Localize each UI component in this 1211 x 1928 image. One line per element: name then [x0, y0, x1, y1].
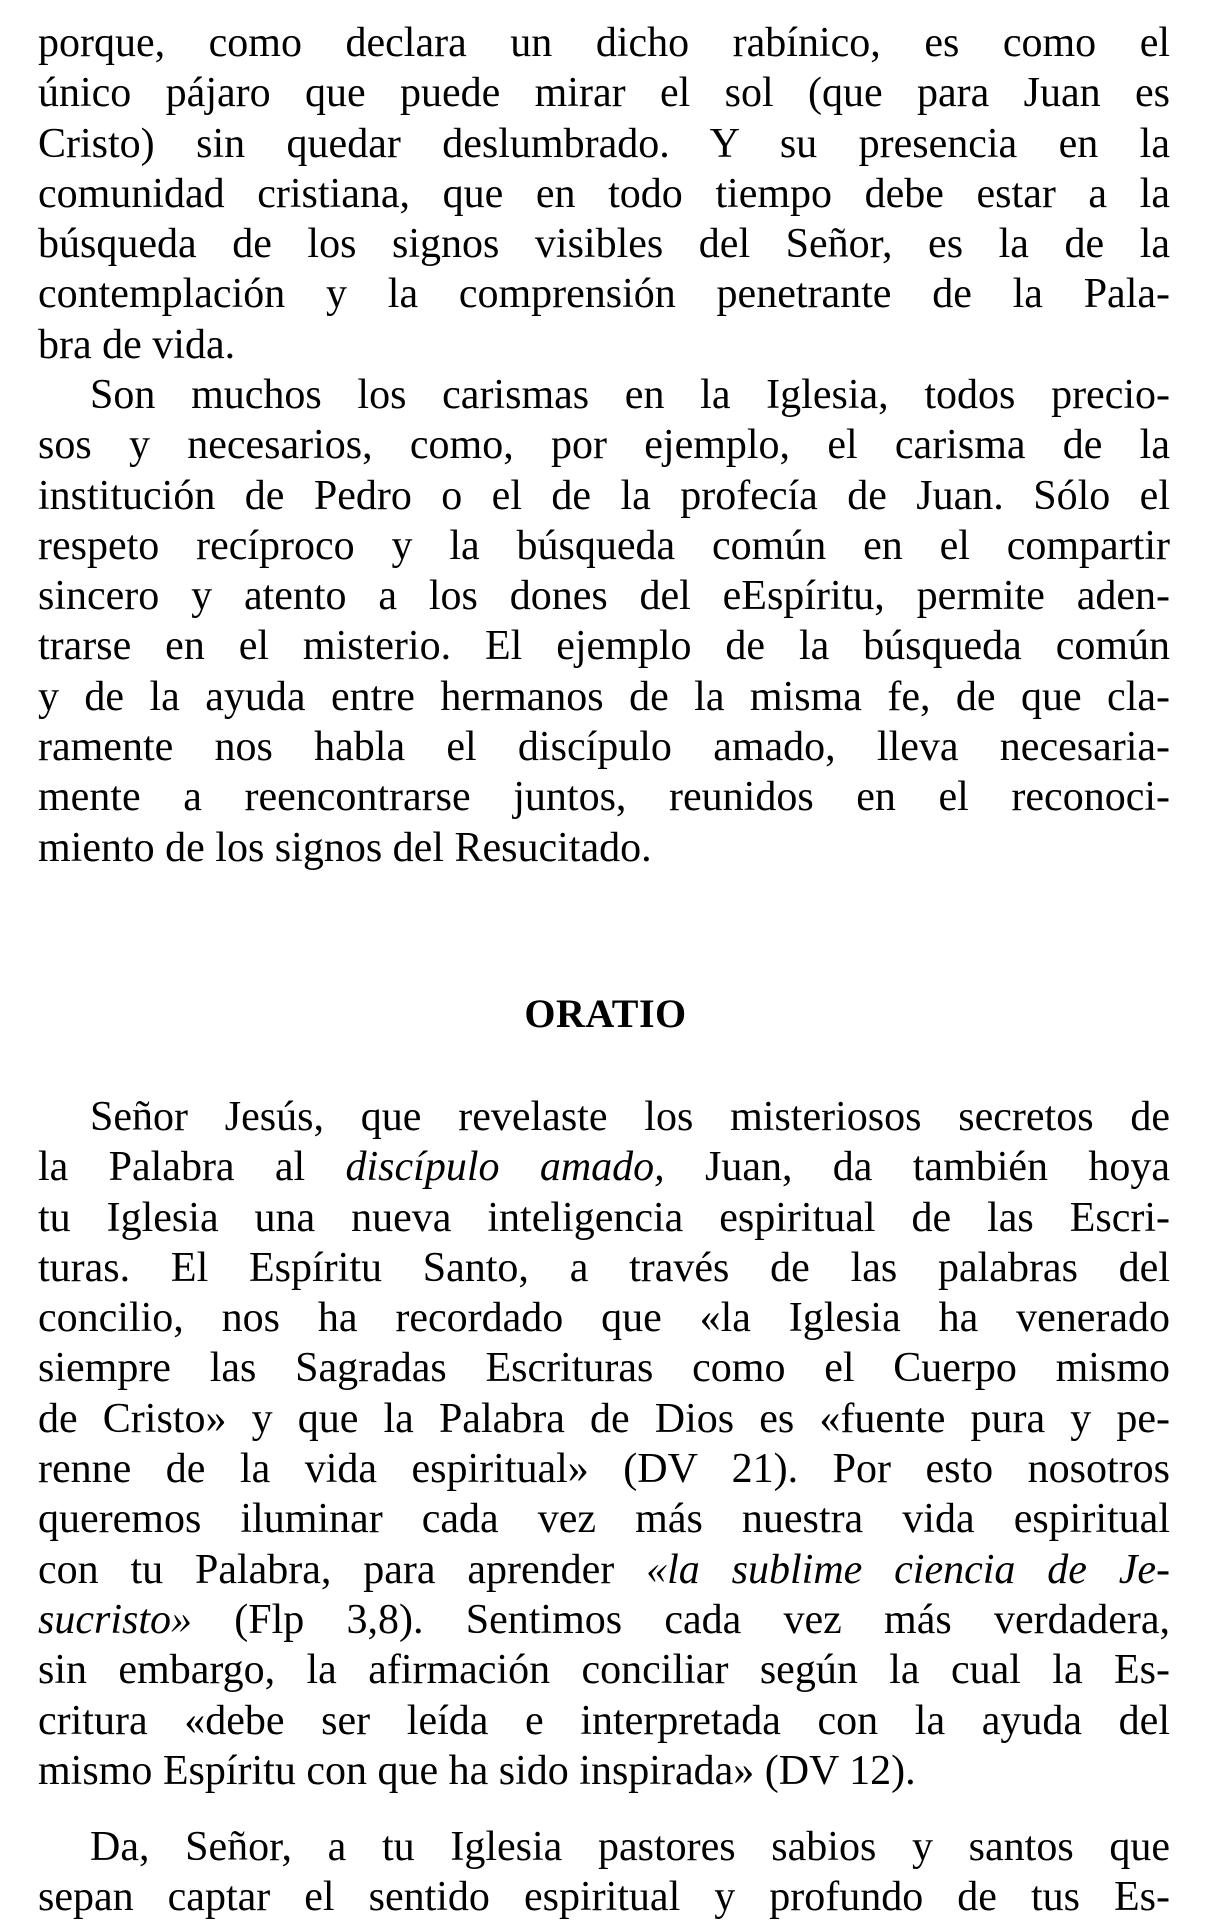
text-line: sos y necesarios, como, por ejemplo, el carisma de la [38, 422, 1170, 469]
text-run: (Flp 3,8). Sentimos cada vez más verdadera, [192, 1596, 1170, 1643]
text-line: Son muchos los carismas en la Iglesia, todos precio- [90, 372, 1170, 418]
text-line: siempre las Sagradas Escrituras como el Cuerpo mismo [38, 1345, 1170, 1392]
text-line: único pájaro que puede mirar el sol (que para Juan es [38, 70, 1170, 117]
text-line: bra de vida. [38, 321, 236, 368]
text-line: institución de Pedro o el de la profecía de Juan. Sólo el [38, 472, 1170, 519]
italic-text: sucristo» [38, 1596, 193, 1643]
text-line: ramente nos habla el discípulo amado, lleva necesaria- [38, 724, 1170, 771]
text-line: búsqueda de los signos visibles del Señor, es la de la [38, 221, 1170, 268]
text-line: respeto recíproco y la búsqueda común en el compartir [38, 522, 1170, 569]
text-line: Da, Señor, a tu Iglesia pastores sabios y santos que [90, 1824, 1170, 1870]
text-line: Señor Jesús, que revelaste los misteriosos secretos de [90, 1094, 1170, 1140]
text-line: sin embargo, la afirmación conciliar según la cual la Es- [38, 1647, 1170, 1694]
text-line: comunidad cristiana, que en todo tiempo debe estar a la [38, 170, 1170, 217]
text-line: y de la ayuda entre hermanos de la misma fe, de que cla- [38, 673, 1170, 720]
text-line: porque, como declara un dicho rabínico, es como el [38, 20, 1170, 66]
text-line [38, 1545, 1170, 1595]
text-line: turas. El Espíritu Santo, a través de las palabras del [38, 1244, 1170, 1291]
text-line: de Cristo» y que la Palabra de Dios es «fuente pura y pe- [38, 1395, 1170, 1442]
text-line: critura «debe ser leída e interpretada con la ayuda del [38, 1697, 1170, 1744]
section-heading: ORATIO [524, 991, 687, 1036]
paragraph-2 [38, 370, 1170, 873]
text-line: renne de la vida espiritual» (DV 21). Por esto nosotros [38, 1446, 1170, 1493]
paragraph-1 [38, 18, 1170, 370]
text-line: sincero y atento a los dones del eEspíritu, permite aden- [38, 573, 1170, 620]
text-run: Juan, da también hoya [664, 1144, 1171, 1191]
text-line: miento de los signos del Resucitado. [38, 824, 652, 871]
text-run: con tu Palabra, para aprender [38, 1546, 647, 1593]
italic-text: discípulo amado, [345, 1144, 665, 1191]
text-line: queremos iluminar cada vez más nuestra vida espiritual [38, 1496, 1170, 1543]
paragraph-3 [38, 1092, 1170, 1796]
text-line: trarse en el misterio. El ejemplo de la búsqueda común [38, 623, 1170, 670]
text-line: concilio, nos ha recordado que «la Iglesia ha venerado [38, 1295, 1170, 1342]
text-line: mismo Espíritu con que ha sido inspirada» (DV 12). [38, 1747, 916, 1794]
text-line [38, 1142, 1170, 1192]
text-line: sepan captar el sentido espiritual y profundo de tus Es- [38, 1874, 1170, 1921]
italic-text: «la sublime ciencia de Je- [646, 1546, 1171, 1593]
text-run: la Palabra al [38, 1144, 346, 1191]
text-line: mente a reencontrarse juntos, reunidos en el reconoci- [38, 774, 1170, 821]
text-line: Cristo) sin quedar deslumbrado. Y su presencia en la [38, 120, 1170, 167]
paragraph-4 [38, 1822, 1170, 1923]
text-line: contemplación y la comprensión penetrante de la Pala- [38, 271, 1170, 318]
text-line [38, 1595, 1170, 1645]
text-line: tu Iglesia una nueva inteligencia espiritual de las Escri- [38, 1194, 1170, 1241]
